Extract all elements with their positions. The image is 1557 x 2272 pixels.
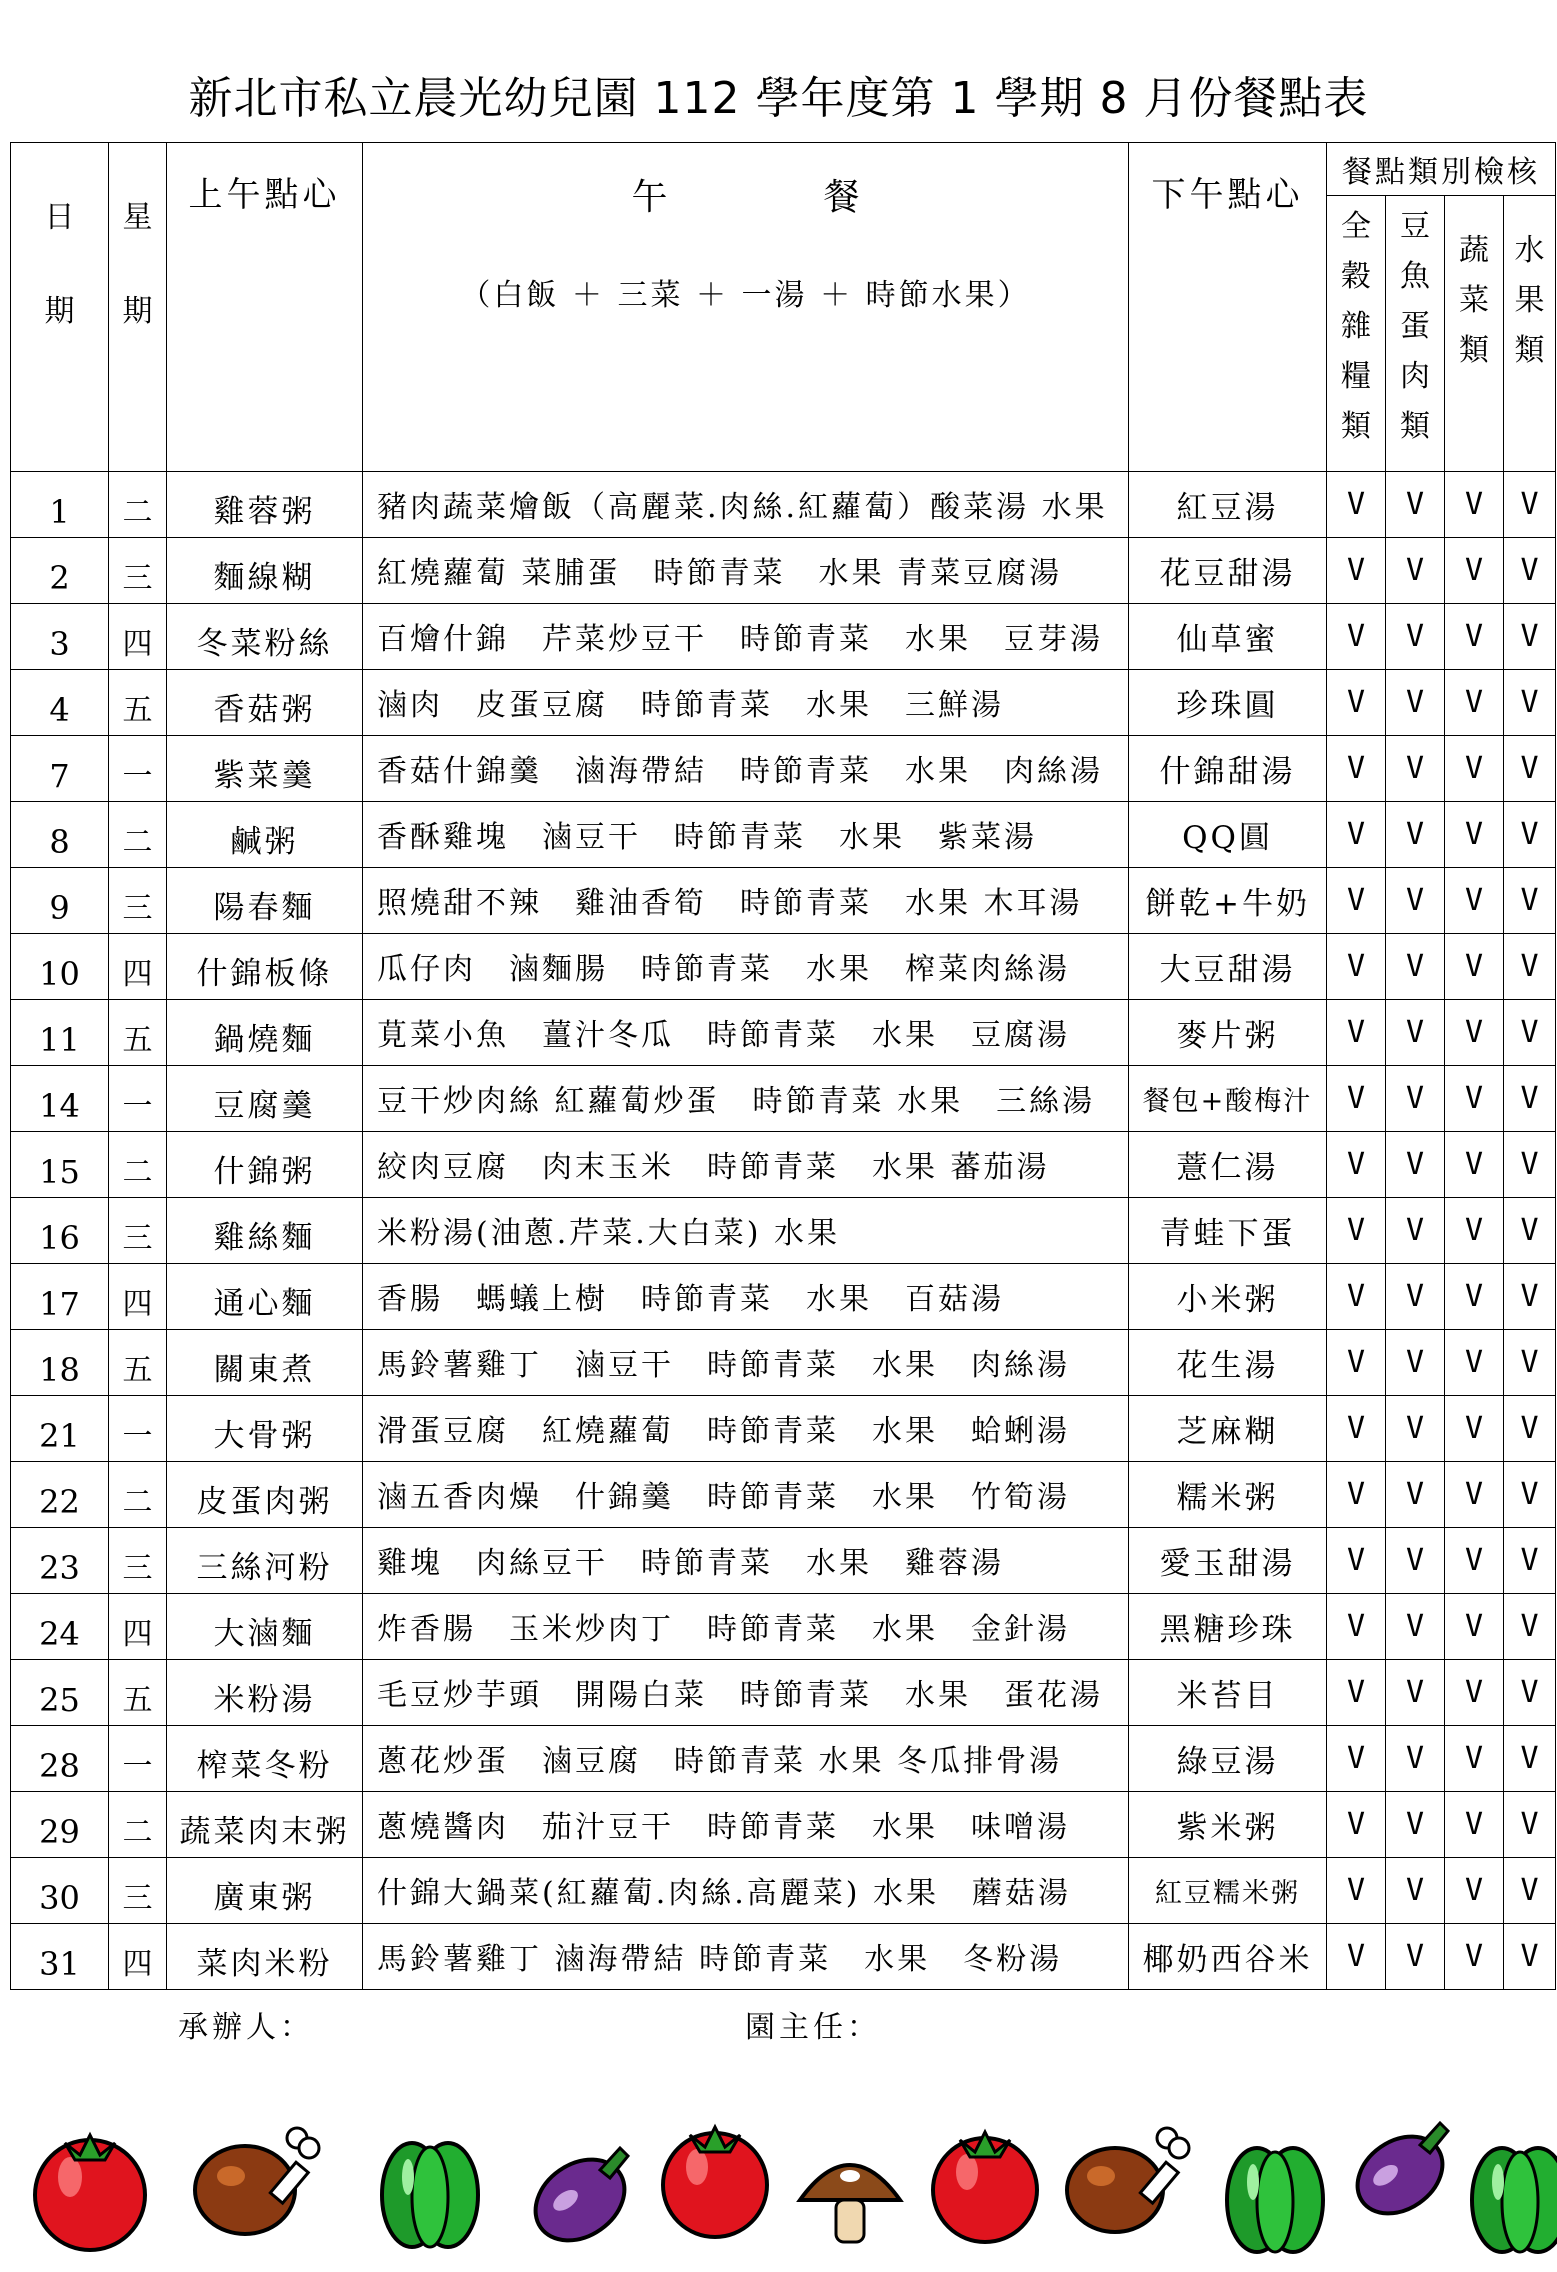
cat-char: 魚 [1400, 259, 1430, 294]
check-protein: V [1386, 1594, 1445, 1660]
date-cell: 1 [11, 472, 109, 538]
check-fruit: V [1504, 538, 1556, 604]
lunch-cell: 照燒甜不辣 雞油香筍 時節青菜 水果 木耳湯 [363, 868, 1129, 934]
table-row [11, 1726, 1556, 1792]
pm-snack-cell: 餅乾+牛奶 [1129, 868, 1327, 934]
check-grains: V [1327, 1726, 1386, 1792]
header-pm-snack: 下午點心 [1129, 143, 1327, 472]
check-fruit: V [1504, 1594, 1556, 1660]
check-vegetables: V [1445, 1198, 1504, 1264]
check-vegetables: V [1445, 670, 1504, 736]
weekday-cell: 一 [109, 736, 167, 802]
pm-snack-cell: 大豆甜湯 [1129, 934, 1327, 1000]
lunch-cell: 馬鈴薯雞丁 滷海帶結 時節青菜 水果 冬粉湯 [363, 1924, 1129, 1990]
tomato-icon [663, 2127, 767, 2237]
check-protein: V [1386, 1792, 1445, 1858]
date-cell: 21 [11, 1396, 109, 1462]
cat-char: 全 [1341, 209, 1371, 244]
cat-char: 類 [1400, 409, 1430, 444]
table-row [11, 1198, 1556, 1264]
am-snack-cell: 鹹粥 [167, 802, 363, 868]
check-fruit: V [1504, 736, 1556, 802]
check-grains: V [1327, 1396, 1386, 1462]
check-protein: V [1386, 802, 1445, 868]
check-vegetables: V [1445, 1066, 1504, 1132]
check-fruit: V [1504, 1330, 1556, 1396]
check-fruit: V [1504, 1858, 1556, 1924]
check-fruit: V [1504, 1528, 1556, 1594]
weekday-cell: 二 [109, 1132, 167, 1198]
check-vegetables: V [1445, 934, 1504, 1000]
check-grains: V [1327, 868, 1386, 934]
weekday-cell: 五 [109, 1000, 167, 1066]
check-grains: V [1327, 1594, 1386, 1660]
drumstick-icon [195, 2128, 319, 2234]
date-cell: 2 [11, 538, 109, 604]
green-pepper-icon [1227, 2148, 1323, 2252]
cat-char: 果 [1514, 283, 1545, 318]
check-protein: V [1386, 538, 1445, 604]
check-fruit: V [1504, 1198, 1556, 1264]
check-vegetables: V [1445, 1132, 1504, 1198]
am-snack-cell: 榨菜冬粉 [167, 1726, 363, 1792]
weekday-cell: 五 [109, 1330, 167, 1396]
green-pepper-icon [382, 2143, 478, 2247]
check-protein: V [1386, 736, 1445, 802]
check-vegetables: V [1445, 1462, 1504, 1528]
cat-char: 類 [1459, 333, 1489, 368]
date-cell: 30 [11, 1858, 109, 1924]
date-cell: 15 [11, 1132, 109, 1198]
table-row [11, 1132, 1556, 1198]
pm-snack-cell: 紅豆糯米粥 [1129, 1858, 1327, 1924]
header-date [11, 143, 109, 472]
check-vegetables: V [1445, 472, 1504, 538]
check-grains: V [1327, 1462, 1386, 1528]
check-protein: V [1386, 1660, 1445, 1726]
am-snack-cell: 三絲河粉 [167, 1528, 363, 1594]
weekday-cell: 三 [109, 1198, 167, 1264]
pm-snack-cell: 花豆甜湯 [1129, 538, 1327, 604]
weekday-cell: 四 [109, 934, 167, 1000]
eggplant-icon [520, 2143, 640, 2257]
table-row [11, 1264, 1556, 1330]
check-grains: V [1327, 802, 1386, 868]
header-cat-grains [1327, 196, 1386, 472]
check-fruit: V [1504, 472, 1556, 538]
weekday-cell: 一 [109, 1396, 167, 1462]
check-grains: V [1327, 736, 1386, 802]
date-cell: 18 [11, 1330, 109, 1396]
weekday-cell: 三 [109, 538, 167, 604]
am-snack-cell: 雞絲麵 [167, 1198, 363, 1264]
check-protein: V [1386, 1198, 1445, 1264]
table-row [11, 1858, 1556, 1924]
date-cell: 11 [11, 1000, 109, 1066]
pm-snack-cell: 芝麻糊 [1129, 1396, 1327, 1462]
cat-char: 雜 [1341, 309, 1371, 344]
pm-snack-cell: 椰奶西谷米 [1129, 1924, 1327, 1990]
weekday-cell: 四 [109, 1924, 167, 1990]
lunch-cell: 香腸 螞蟻上樹 時節青菜 水果 百菇湯 [363, 1264, 1129, 1330]
handler-label: 承辦人： [178, 2010, 314, 2045]
date-cell: 9 [11, 868, 109, 934]
check-vegetables: V [1445, 1396, 1504, 1462]
am-snack-cell: 蔬菜肉末粥 [167, 1792, 363, 1858]
check-protein: V [1386, 1066, 1445, 1132]
table-row [11, 1000, 1556, 1066]
pm-snack-cell: 綠豆湯 [1129, 1726, 1327, 1792]
header-weekday-char-1: 星 [122, 200, 153, 235]
pm-snack-cell: 什錦甜湯 [1129, 736, 1327, 802]
header-lunch-subtitle: （白飯 ＋ 三菜 ＋ 一湯 ＋ 時節水果） [460, 278, 1031, 313]
check-grains: V [1327, 1660, 1386, 1726]
check-vegetables: V [1445, 604, 1504, 670]
check-protein: V [1386, 1132, 1445, 1198]
header-cat-protein [1386, 196, 1445, 472]
header-lunch [363, 143, 1129, 472]
check-fruit: V [1504, 1660, 1556, 1726]
pm-snack-cell: 黑糖珍珠 [1129, 1594, 1327, 1660]
check-grains: V [1327, 1198, 1386, 1264]
check-protein: V [1386, 1528, 1445, 1594]
header-cat-fruit [1504, 196, 1556, 472]
check-protein: V [1386, 1264, 1445, 1330]
table-row [11, 538, 1556, 604]
check-vegetables: V [1445, 1528, 1504, 1594]
pm-snack-cell: 紫米粥 [1129, 1792, 1327, 1858]
table-row [11, 1330, 1556, 1396]
check-vegetables: V [1445, 1858, 1504, 1924]
header-date-char-1: 日 [44, 200, 75, 235]
pm-snack-cell: 仙草蜜 [1129, 604, 1327, 670]
am-snack-cell: 通心麵 [167, 1264, 363, 1330]
weekday-cell: 四 [109, 1264, 167, 1330]
cat-char: 類 [1514, 333, 1545, 368]
pm-snack-cell: 愛玉甜湯 [1129, 1528, 1327, 1594]
table-row [11, 1594, 1556, 1660]
am-snack-cell: 什錦粥 [167, 1132, 363, 1198]
weekday-cell: 四 [109, 604, 167, 670]
date-cell: 16 [11, 1198, 109, 1264]
tomato-icon [933, 2132, 1037, 2242]
check-protein: V [1386, 1396, 1445, 1462]
pm-snack-cell: 薏仁湯 [1129, 1132, 1327, 1198]
lunch-cell: 毛豆炒芋頭 開陽白菜 時節青菜 水果 蛋花湯 [363, 1660, 1129, 1726]
check-vegetables: V [1445, 802, 1504, 868]
weekday-cell: 四 [109, 1594, 167, 1660]
date-cell: 22 [11, 1462, 109, 1528]
lunch-cell: 豬肉蔬菜燴飯（高麗菜.肉絲.紅蘿蔔）酸菜湯 水果 [363, 472, 1129, 538]
weekday-cell: 五 [109, 670, 167, 736]
check-protein: V [1386, 472, 1445, 538]
cat-char: 肉 [1400, 359, 1430, 394]
lunch-cell: 豆干炒肉絲 紅蘿蔔炒蛋 時節青菜 水果 三絲湯 [363, 1066, 1129, 1132]
table-row [11, 604, 1556, 670]
check-grains: V [1327, 604, 1386, 670]
check-protein: V [1386, 670, 1445, 736]
cat-char: 水 [1514, 233, 1545, 268]
check-fruit: V [1504, 802, 1556, 868]
lunch-cell: 炸香腸 玉米炒肉丁 時節青菜 水果 金針湯 [363, 1594, 1129, 1660]
table-row [11, 1528, 1556, 1594]
check-vegetables: V [1445, 736, 1504, 802]
pm-snack-cell: 珍珠圓 [1129, 670, 1327, 736]
weekday-cell: 二 [109, 802, 167, 868]
check-grains: V [1327, 1924, 1386, 1990]
check-vegetables: V [1445, 1924, 1504, 1990]
cat-char: 豆 [1400, 209, 1430, 244]
lunch-cell: 什錦大鍋菜(紅蘿蔔.肉絲.高麗菜) 水果 蘑菇湯 [363, 1858, 1129, 1924]
date-cell: 28 [11, 1726, 109, 1792]
check-fruit: V [1504, 1264, 1556, 1330]
am-snack-cell: 冬菜粉絲 [167, 604, 363, 670]
header-cat-vegetables [1445, 196, 1504, 472]
lunch-cell: 雞塊 肉絲豆干 時節青菜 水果 雞蓉湯 [363, 1528, 1129, 1594]
cat-char: 穀 [1341, 259, 1371, 294]
check-fruit: V [1504, 1066, 1556, 1132]
check-protein: V [1386, 1000, 1445, 1066]
eggplant-icon [1343, 2121, 1457, 2229]
date-cell: 14 [11, 1066, 109, 1132]
am-snack-cell: 香菇粥 [167, 670, 363, 736]
am-snack-cell: 皮蛋肉粥 [167, 1462, 363, 1528]
date-cell: 17 [11, 1264, 109, 1330]
table-row [11, 736, 1556, 802]
check-protein: V [1386, 1924, 1445, 1990]
date-cell: 7 [11, 736, 109, 802]
pm-snack-cell: 麥片粥 [1129, 1000, 1327, 1066]
mushroom-icon [800, 2165, 900, 2242]
check-vegetables: V [1445, 1594, 1504, 1660]
lunch-cell: 香酥雞塊 滷豆干 時節青菜 水果 紫菜湯 [363, 802, 1129, 868]
weekday-cell: 三 [109, 1528, 167, 1594]
check-fruit: V [1504, 1396, 1556, 1462]
drumstick-icon [1067, 2128, 1189, 2232]
cat-char: 菜 [1459, 283, 1489, 318]
lunch-cell: 莧菜小魚 薑汁冬瓜 時節青菜 水果 豆腐湯 [363, 1000, 1129, 1066]
page-title: 新北市私立晨光幼兒園 112 學年度第 1 學期 8 月份餐點表 [188, 73, 1369, 124]
tomato-icon [35, 2135, 145, 2250]
check-grains: V [1327, 1000, 1386, 1066]
check-protein: V [1386, 604, 1445, 670]
check-fruit: V [1504, 1462, 1556, 1528]
lunch-cell: 馬鈴薯雞丁 滷豆干 時節青菜 水果 肉絲湯 [363, 1330, 1129, 1396]
meal-rows [11, 472, 1556, 1990]
header-category-check: 餐點類別檢核 [1327, 143, 1556, 196]
weekday-cell: 二 [109, 1792, 167, 1858]
green-pepper-icon [1472, 2148, 1557, 2252]
weekday-cell: 一 [109, 1066, 167, 1132]
check-grains: V [1327, 1528, 1386, 1594]
am-snack-cell: 麵線糊 [167, 538, 363, 604]
director-label: 園主任： [745, 2010, 881, 2045]
header-lunch-title: 午 餐 [631, 177, 920, 218]
check-grains: V [1327, 1330, 1386, 1396]
table-row [11, 802, 1556, 868]
check-fruit: V [1504, 1000, 1556, 1066]
lunch-cell: 紅燒蘿蔔 菜脯蛋 時節青菜 水果 青菜豆腐湯 [363, 538, 1129, 604]
am-snack-cell: 紫菜羹 [167, 736, 363, 802]
check-vegetables: V [1445, 1726, 1504, 1792]
am-snack-cell: 什錦板條 [167, 934, 363, 1000]
table-row [11, 472, 1556, 538]
check-fruit: V [1504, 604, 1556, 670]
table-row [11, 1924, 1556, 1990]
lunch-cell: 滑蛋豆腐 紅燒蘿蔔 時節青菜 水果 蛤蜊湯 [363, 1396, 1129, 1462]
check-grains: V [1327, 1792, 1386, 1858]
cat-char: 蔬 [1459, 233, 1489, 268]
weekday-cell: 二 [109, 1462, 167, 1528]
header-date-char-2: 期 [44, 294, 75, 329]
pm-snack-cell: 青蛙下蛋 [1129, 1198, 1327, 1264]
table-row [11, 934, 1556, 1000]
am-snack-cell: 菜肉米粉 [167, 1924, 363, 1990]
table-row [11, 1660, 1556, 1726]
check-fruit: V [1504, 1792, 1556, 1858]
check-grains: V [1327, 1132, 1386, 1198]
am-snack-cell: 雞蓉粥 [167, 472, 363, 538]
lunch-cell: 香菇什錦羹 滷海帶結 時節青菜 水果 肉絲湯 [363, 736, 1129, 802]
pm-snack-cell: 花生湯 [1129, 1330, 1327, 1396]
table-row [11, 1462, 1556, 1528]
am-snack-cell: 豆腐羹 [167, 1066, 363, 1132]
check-fruit: V [1504, 1132, 1556, 1198]
date-cell: 31 [11, 1924, 109, 1990]
am-snack-cell: 大滷麵 [167, 1594, 363, 1660]
check-protein: V [1386, 868, 1445, 934]
header-am-snack: 上午點心 [167, 143, 363, 472]
table-row [11, 1066, 1556, 1132]
cat-char: 類 [1341, 409, 1371, 444]
am-snack-cell: 鍋燒麵 [167, 1000, 363, 1066]
check-protein: V [1386, 1858, 1445, 1924]
check-vegetables: V [1445, 1264, 1504, 1330]
check-protein: V [1386, 1330, 1445, 1396]
am-snack-cell: 陽春麵 [167, 868, 363, 934]
weekday-cell: 一 [109, 1726, 167, 1792]
table-row [11, 1792, 1556, 1858]
date-cell: 3 [11, 604, 109, 670]
pm-snack-cell: 米苔目 [1129, 1660, 1327, 1726]
check-grains: V [1327, 1066, 1386, 1132]
am-snack-cell: 米粉湯 [167, 1660, 363, 1726]
weekday-cell: 二 [109, 472, 167, 538]
lunch-cell: 滷五香肉燥 什錦羹 時節青菜 水果 竹筍湯 [363, 1462, 1129, 1528]
date-cell: 23 [11, 1528, 109, 1594]
check-fruit: V [1504, 670, 1556, 736]
table-row [11, 868, 1556, 934]
date-cell: 4 [11, 670, 109, 736]
cat-char: 糧 [1341, 359, 1371, 394]
lunch-cell: 百燴什錦 芹菜炒豆干 時節青菜 水果 豆芽湯 [363, 604, 1129, 670]
pm-snack-cell: 糯米粥 [1129, 1462, 1327, 1528]
check-grains: V [1327, 538, 1386, 604]
check-vegetables: V [1445, 1330, 1504, 1396]
am-snack-cell: 大骨粥 [167, 1396, 363, 1462]
lunch-cell: 絞肉豆腐 肉末玉米 時節青菜 水果 蕃茄湯 [363, 1132, 1129, 1198]
check-fruit: V [1504, 1726, 1556, 1792]
check-grains: V [1327, 934, 1386, 1000]
date-cell: 29 [11, 1792, 109, 1858]
am-snack-cell: 關東煮 [167, 1330, 363, 1396]
date-cell: 24 [11, 1594, 109, 1660]
check-fruit: V [1504, 1924, 1556, 1990]
check-grains: V [1327, 472, 1386, 538]
pm-snack-cell: 餐包+酸梅汁 [1129, 1066, 1327, 1132]
lunch-cell: 蔥燒醬肉 茄汁豆干 時節青菜 水果 味噌湯 [363, 1792, 1129, 1858]
date-cell: 25 [11, 1660, 109, 1726]
pm-snack-cell: QQ圓 [1129, 802, 1327, 868]
cat-char: 蛋 [1400, 309, 1430, 344]
table-row [11, 670, 1556, 736]
check-grains: V [1327, 670, 1386, 736]
pm-snack-cell: 紅豆湯 [1129, 472, 1327, 538]
am-snack-cell: 廣東粥 [167, 1858, 363, 1924]
check-fruit: V [1504, 934, 1556, 1000]
check-vegetables: V [1445, 1000, 1504, 1066]
lunch-cell: 滷肉 皮蛋豆腐 時節青菜 水果 三鮮湯 [363, 670, 1129, 736]
check-grains: V [1327, 1264, 1386, 1330]
decor-strip [0, 2100, 1557, 2272]
header-weekday [109, 143, 167, 472]
meal-table [10, 142, 1556, 1990]
check-fruit: V [1504, 868, 1556, 934]
check-vegetables: V [1445, 1792, 1504, 1858]
weekday-cell: 三 [109, 868, 167, 934]
lunch-cell: 瓜仔肉 滷麵腸 時節青菜 水果 榨菜肉絲湯 [363, 934, 1129, 1000]
weekday-cell: 三 [109, 1858, 167, 1924]
date-cell: 8 [11, 802, 109, 868]
lunch-cell: 蔥花炒蛋 滷豆腐 時節青菜 水果 冬瓜排骨湯 [363, 1726, 1129, 1792]
lunch-cell: 米粉湯(油蔥.芹菜.大白菜) 水果 [363, 1198, 1129, 1264]
check-vegetables: V [1445, 868, 1504, 934]
check-protein: V [1386, 934, 1445, 1000]
check-grains: V [1327, 1858, 1386, 1924]
check-vegetables: V [1445, 538, 1504, 604]
check-protein: V [1386, 1726, 1445, 1792]
pm-snack-cell: 小米粥 [1129, 1264, 1327, 1330]
table-row [11, 1396, 1556, 1462]
check-protein: V [1386, 1462, 1445, 1528]
header-weekday-char-2: 期 [122, 294, 153, 329]
check-vegetables: V [1445, 1660, 1504, 1726]
weekday-cell: 五 [109, 1660, 167, 1726]
date-cell: 10 [11, 934, 109, 1000]
